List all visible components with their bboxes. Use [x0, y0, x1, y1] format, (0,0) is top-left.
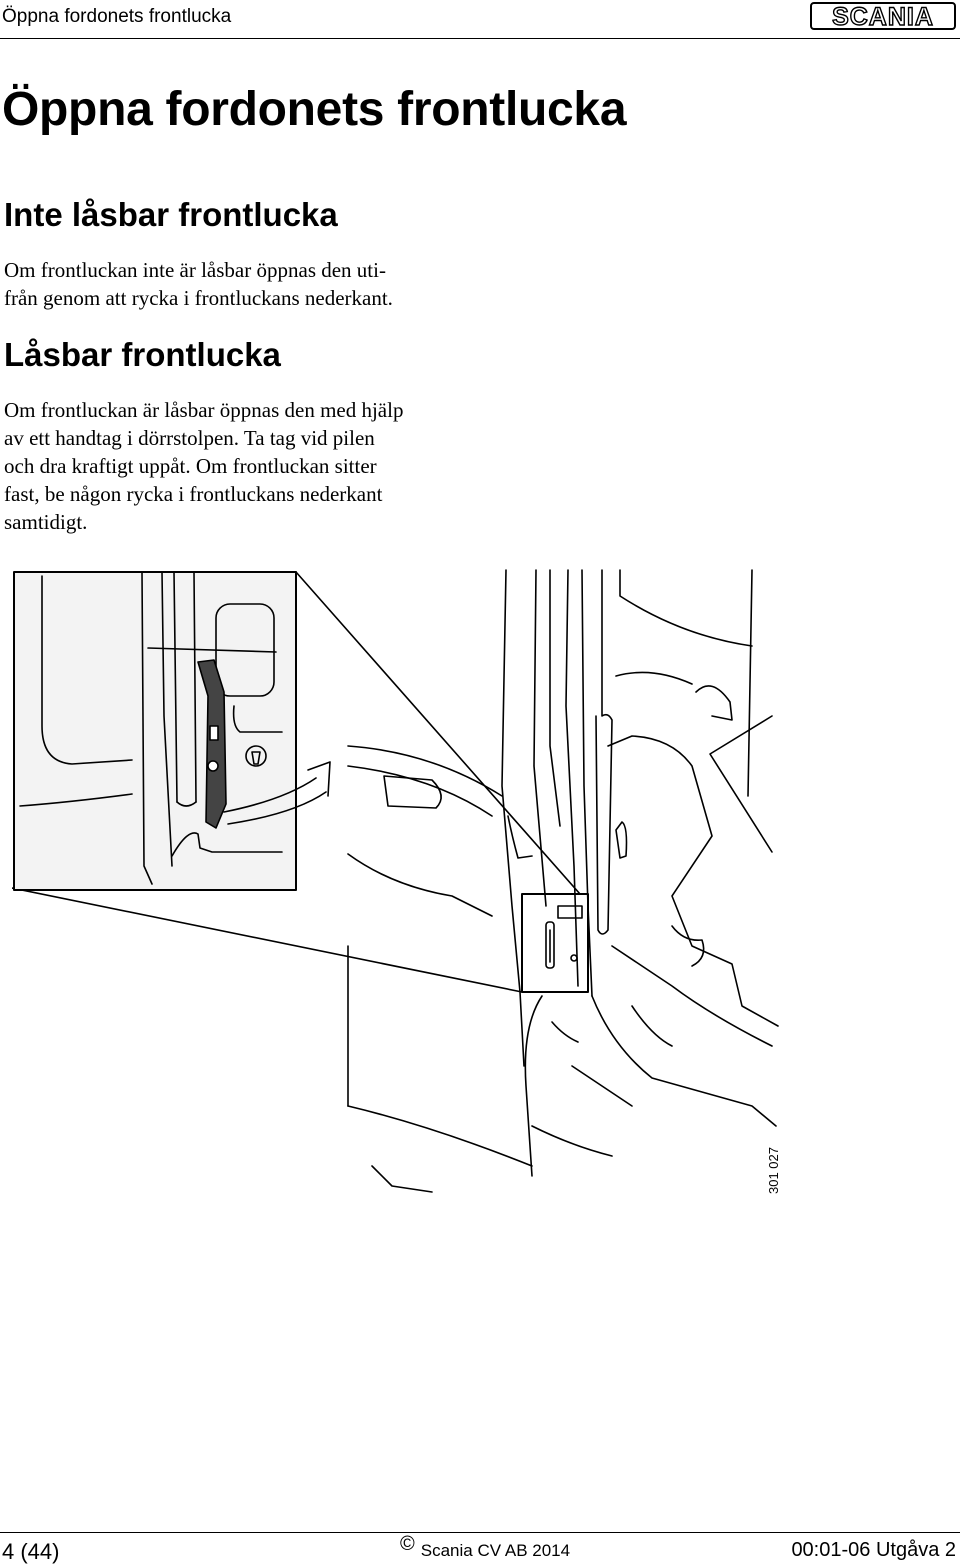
text-line: Om frontluckan är låsbar öppnas den med hjälp	[4, 398, 404, 422]
scania-logo	[810, 2, 956, 30]
section-text-non-lockable	[4, 256, 393, 312]
text-line: och dra kraftigt uppåt. Om frontluckan sitter	[4, 454, 377, 478]
page-header	[0, 0, 960, 39]
copyright-text: Scania CV AB 2014	[420, 1541, 571, 1560]
text-line: av ett handtag i dörrstolpen. Ta tag vid pilen	[4, 426, 375, 450]
page-footer	[0, 1532, 960, 1563]
copyright-icon: ©	[400, 1533, 415, 1555]
text-line: från genom att rycka i frontluckans nederkant.	[4, 286, 393, 310]
text-line: fast, be någon rycka i frontluckans nederkant	[4, 482, 383, 506]
page-number: 4 (44)	[2, 1539, 60, 1564]
page-title: Öppna fordonets frontlucka	[2, 83, 627, 136]
copyright	[400, 1533, 571, 1562]
figure-code: 301 027	[766, 1147, 781, 1194]
front-hatch-illustration	[12, 566, 782, 1198]
header-title: Öppna fordonets frontlucka	[2, 6, 232, 27]
section-text-lockable	[4, 396, 403, 536]
text-line: samtidigt.	[4, 510, 88, 534]
document-info: 00:01-06 Utgåva 2	[791, 1539, 956, 1561]
section-heading-non-lockable: Inte låsbar frontlucka	[4, 196, 338, 233]
scania-logo-text: SCANIA	[832, 3, 934, 30]
section-heading-lockable: Låsbar frontlucka	[4, 336, 281, 373]
text-line: Om frontluckan inte är låsbar öppnas den uti-	[4, 258, 386, 282]
